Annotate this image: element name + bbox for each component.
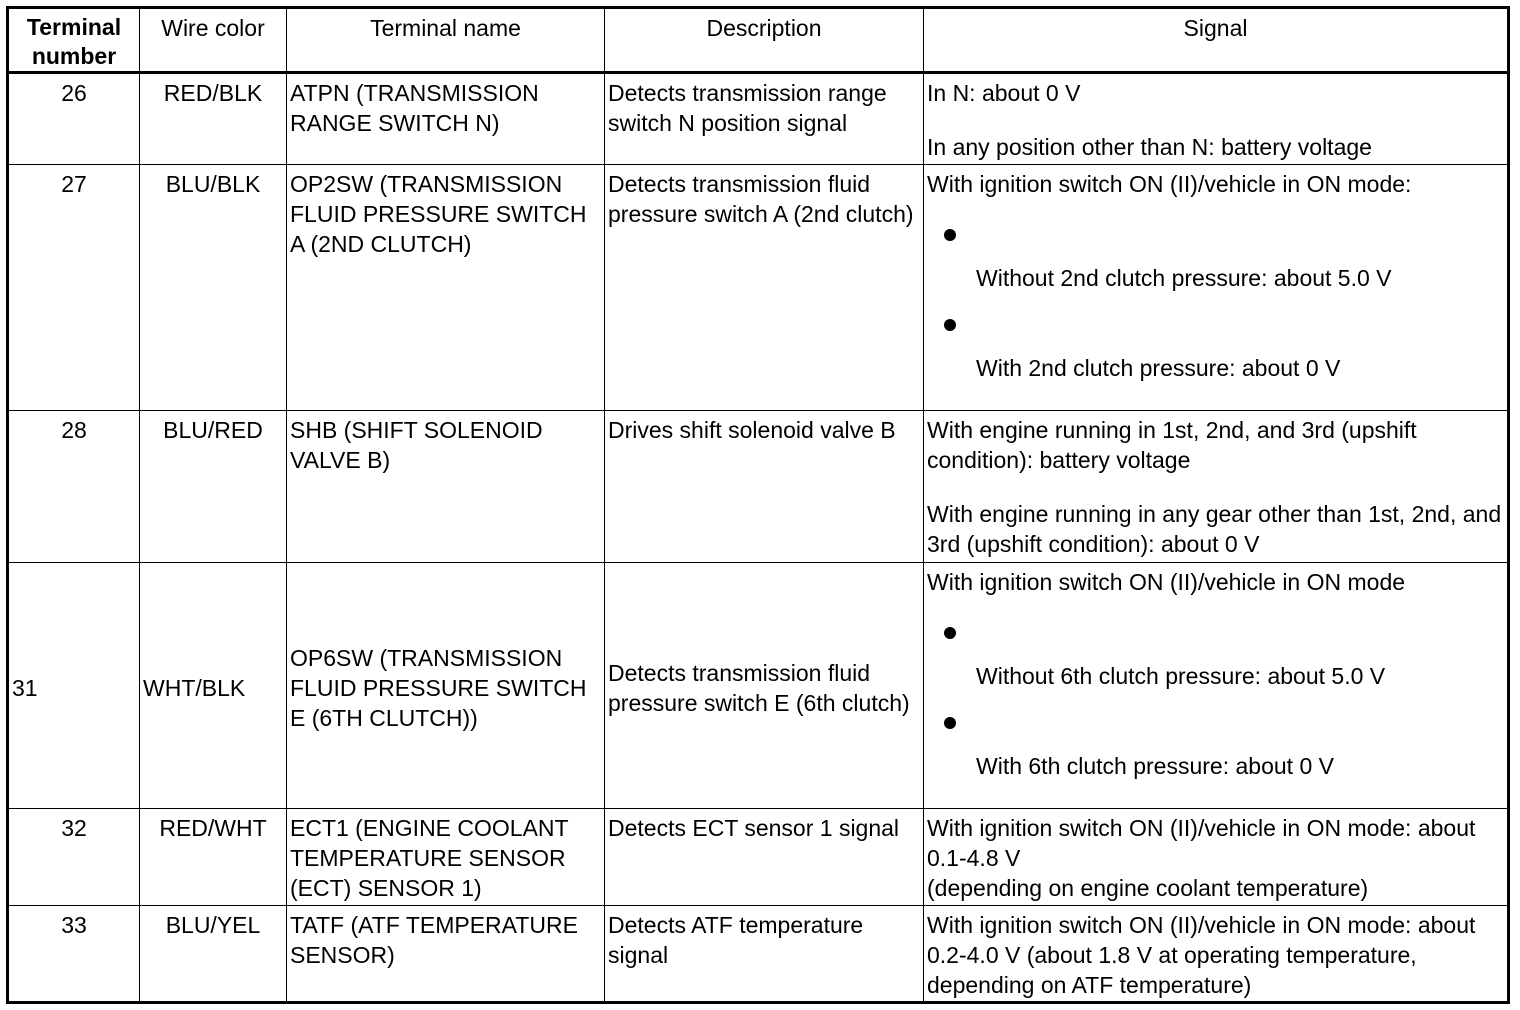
signal-cell: [924, 563, 1509, 809]
signal-line: In N: about 0 V: [927, 80, 1081, 106]
table-row: [8, 73, 1509, 165]
terminal-number-cell: 28: [8, 411, 140, 563]
signal-line: With engine running in any gear other than 1st, 2nd, and 3rd (upshift condition): about 0 V: [927, 501, 1502, 557]
terminal-name-cell: OP2SW (TRANSMISSION FLUID PRESSURE SWITCH A (2ND CLUTCH): [287, 165, 605, 411]
bullet-icon: [944, 627, 956, 639]
signal-bullet-text: Without 6th clutch pressure: about 5.0 V: [976, 663, 1386, 689]
wire-color-cell: RED/BLK: [140, 73, 287, 165]
signal-line: (depending on engine coolant temperature): [927, 875, 1369, 901]
signal-cell: [924, 73, 1509, 165]
terminal-number-cell: 27: [8, 165, 140, 411]
header-wire-color: Wire color: [140, 8, 287, 73]
terminal-number-cell: 32: [8, 809, 140, 906]
table-row: [8, 165, 1509, 411]
terminal-number-cell: 33: [8, 906, 140, 1003]
description-cell: Detects ECT sensor 1 signal: [605, 809, 924, 906]
table-row: [8, 906, 1509, 1003]
description-cell: Detects transmission fluid pressure switch A (2nd clutch): [605, 165, 924, 411]
table-header-row: [8, 8, 1509, 73]
signal-bullet-item: [927, 219, 1504, 293]
bullet-icon: [944, 717, 956, 729]
signal-line: With ignition switch ON (II)/vehicle in ON mode: about 0.2-4.0 V (about 1.8 V at operating temperature, depending on ATF temperature): [927, 912, 1476, 998]
terminal-name-cell: OP6SW (TRANSMISSION FLUID PRESSURE SWITCH E (6TH CLUTCH)): [287, 563, 605, 809]
signal-cell: [924, 411, 1509, 563]
description-cell: Detects ATF temperature signal: [605, 906, 924, 1003]
signal-line: With engine running in 1st, 2nd, and 3rd (upshift condition): battery voltage: [927, 417, 1417, 473]
signal-line: With ignition switch ON (II)/vehicle in ON mode: about 0.1-4.8 V: [927, 815, 1476, 871]
wire-color-cell: BLU/YEL: [140, 906, 287, 1003]
signal-cell: [924, 165, 1509, 411]
table-row: [8, 563, 1509, 809]
signal-bullet-text: Without 2nd clutch pressure: about 5.0 V: [976, 265, 1392, 291]
header-terminal-number: Terminal number: [8, 8, 140, 73]
terminal-number-cell: 26: [8, 73, 140, 165]
signal-cell: [924, 906, 1509, 1003]
wire-color-cell: WHT/BLK: [140, 563, 287, 809]
description-cell: Detects transmission range switch N position signal: [605, 73, 924, 165]
signal-bullet-text: With 2nd clutch pressure: about 0 V: [976, 355, 1341, 381]
bullet-icon: [944, 229, 956, 241]
header-signal: Signal: [924, 8, 1509, 73]
signal-cell: [924, 809, 1509, 906]
table-row: [8, 411, 1509, 563]
terminal-number-cell: 31: [8, 563, 140, 809]
wire-color-cell: BLU/RED: [140, 411, 287, 563]
wire-color-cell: RED/WHT: [140, 809, 287, 906]
terminal-table: [6, 6, 1510, 1004]
terminal-name-cell: TATF (ATF TEMPERATURE SENSOR): [287, 906, 605, 1003]
bullet-icon: [944, 319, 956, 331]
signal-line: In any position other than N: battery voltage: [927, 134, 1372, 160]
signal-bullet-item: [927, 309, 1504, 383]
wire-color-cell: BLU/BLK: [140, 165, 287, 411]
header-terminal-name: Terminal name: [287, 8, 605, 73]
terminal-name-cell: ATPN (TRANSMISSION RANGE SWITCH N): [287, 73, 605, 165]
header-description: Description: [605, 8, 924, 73]
signal-bullet-item: [927, 707, 1504, 781]
table-row: [8, 809, 1509, 906]
signal-intro: With ignition switch ON (II)/vehicle in ON mode: [927, 569, 1406, 595]
signal-bullet-text: With 6th clutch pressure: about 0 V: [976, 753, 1334, 779]
description-cell: Detects transmission fluid pressure switch E (6th clutch): [605, 563, 924, 809]
signal-intro: With ignition switch ON (II)/vehicle in ON mode:: [927, 171, 1412, 197]
signal-bullet-item: [927, 617, 1504, 691]
terminal-name-cell: SHB (SHIFT SOLENOID VALVE B): [287, 411, 605, 563]
terminal-name-cell: ECT1 (ENGINE COOLANT TEMPERATURE SENSOR (ECT) SENSOR 1): [287, 809, 605, 906]
description-cell: Drives shift solenoid valve B: [605, 411, 924, 563]
